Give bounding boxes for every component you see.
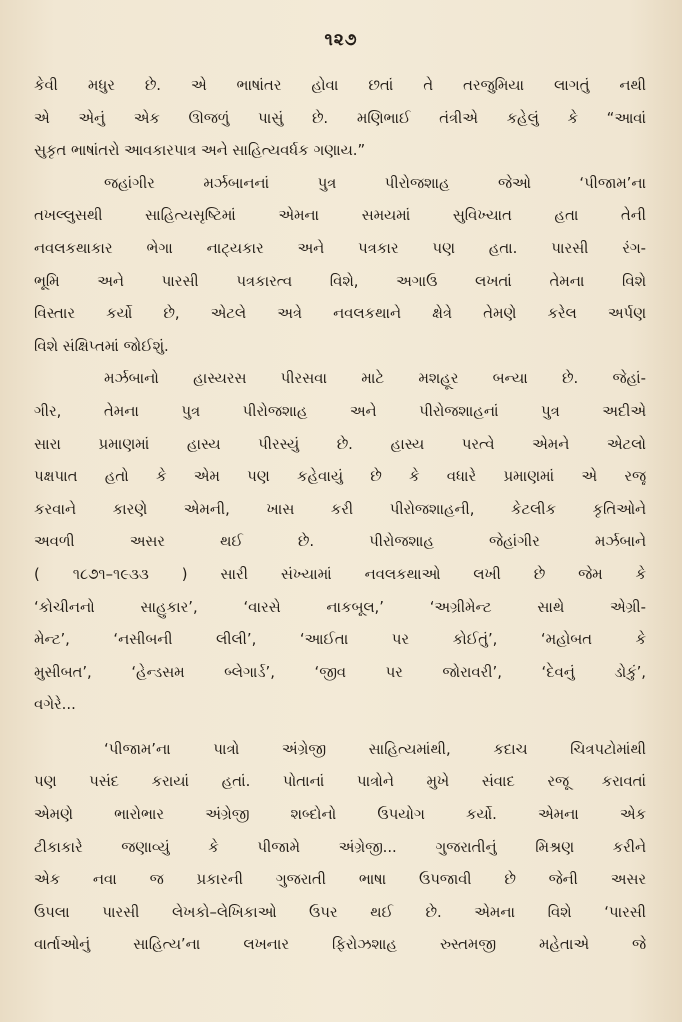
text-line: વાર્તાઓનું સાહિત્ય’ના લખનાર ફિરોઝશાહ રુસ્તમજી મહેતાએ જે <box>34 936 646 954</box>
text-line: ટીકાકારે જણાવ્યું કે પીજામે અંગ્રેજી... ગુજરાતીનું મિશ્રણ કરીને <box>34 838 646 856</box>
paragraph-1 <box>34 70 646 168</box>
text-line: કેવી મધુર છે. એ ભાષાંતર હોવા છતાં તે તરજુમિયા લાગતું નથી <box>34 77 646 94</box>
text-line: ( ૧૮૭૧–૧૯૩૩ ) સારી સંખ્યામાં નવલકથાઓ લખી છે જેમ કે <box>34 565 646 583</box>
text-line: મર્ઝબાનો હાસ્યરસ પીરસવા માટે મશહૂર બન્યા છે. જેહાં- <box>104 370 646 388</box>
text-line: ભૂમિ અને પારસી પત્રકારત્વ વિશે, અગાઉ લખતાં તેમના વિશે <box>34 272 646 290</box>
text-line: એક નવા જ પ્રકારની ગુજરાતી ભાષા ઉપજાવી છે જેની અસર <box>34 871 646 889</box>
text-line: તખલ્લુસથી સાહિત્યસૃષ્ટિમાં એમના સમયમાં સુવિખ્યાત હતા તેની <box>34 207 646 225</box>
text-line: ‘પીજામ’ના પાત્રો અંગ્રેજી સાહિત્યમાંથી, કદાચ ચિત્રપટોમાંથી <box>104 740 646 758</box>
text-line: એમણે ભારોભાર અંગ્રેજી શબ્દોનો ઉપયોગ કર્યો. એમના એક <box>34 806 646 824</box>
text-line: પક્ષપાત હતો કે એમ પણ કહેવાયું છે કે વધારે પ્રમાણમાં એ રજૂ <box>34 468 646 486</box>
text-line: ગીર, તેમના પુત્ર પીરોજશાહ અને પીરોજશાહનાં પુત્ર અદીએ <box>34 402 646 420</box>
text-line: મેન્ટ’, ‘નસીબની લીલી’, ‘આઈતા પર કોઈતું’, ‘મહોબત કે <box>34 631 646 649</box>
text-line: એ એનું એક ઊજળું પાસું છે. મણિભાઈ તંત્રીએ કહેલું કે “આવાં <box>34 109 646 127</box>
paragraph-2 <box>34 168 646 364</box>
text-line: વગેરે... <box>34 696 76 714</box>
text-line: વિસ્તાર કર્યો છે, એટલે અત્રે નવલકથાને ક્ષેત્રે તેમણે કરેલ અર્પણ <box>34 305 646 323</box>
paragraph-gap <box>34 722 646 734</box>
paragraph-3 <box>34 363 646 722</box>
text-line: નવલકથાકાર ભેગા નાટ્યકાર અને પત્રકાર પણ હતા. પારસી રંગ- <box>34 239 646 257</box>
text-line: મુસીબત’, ‘હેન્ડસમ બ્લેગાર્ડ’, ‘જીવ પર જોરાવરી’, ‘દેવનું ડોકું’, <box>34 663 646 681</box>
body-text <box>34 70 646 962</box>
text-line: અવળી અસર થઈ છે. પીરોજશાહ જેહાંગીર મર્ઝબાને <box>34 533 646 551</box>
paragraph-4 <box>34 734 646 962</box>
text-line: વિશે સંક્ષિપ્તમાં જોઈશું. <box>34 337 169 355</box>
page-number: ૧૨૭ <box>324 30 358 50</box>
text-line: ‘કોચીનનો સાહુકાર’, ‘વારસે નાકબૂલ,’ ‘અગ્રીમેન્ટ સાથે એગ્રી- <box>34 598 646 616</box>
text-line: સારા પ્રમાણમાં હાસ્ય પીરસ્યું છે. હાસ્ય પરત્વે એમને એટલો <box>34 435 646 453</box>
text-line: સુકૃત ભાષાંતરો આવકારપાત્ર અને સાહિત્યવર્ધક ગણાય.” <box>34 142 366 160</box>
text-line: પણ પસંદ કરાયાં હતાં. પોતાનાં પાત્રોને મુખે સંવાદ રજૂ કરાવતાં <box>34 773 646 791</box>
text-line: જહાંગીર મર્ઝબાનનાં પુત્ર પીરોજશાહ જેઓ ‘પીજામ’ના <box>104 174 646 192</box>
text-line: કરવાને કારણે એમની, ખાસ કરી પીરોજશાહની, કેટલીક કૃતિઓને <box>34 500 646 518</box>
text-line: ઉપલા પારસી લેખકો–લેખિકાઓ ઉપર થઈ છે. એમના વિશે ‘પારસી <box>34 903 646 921</box>
